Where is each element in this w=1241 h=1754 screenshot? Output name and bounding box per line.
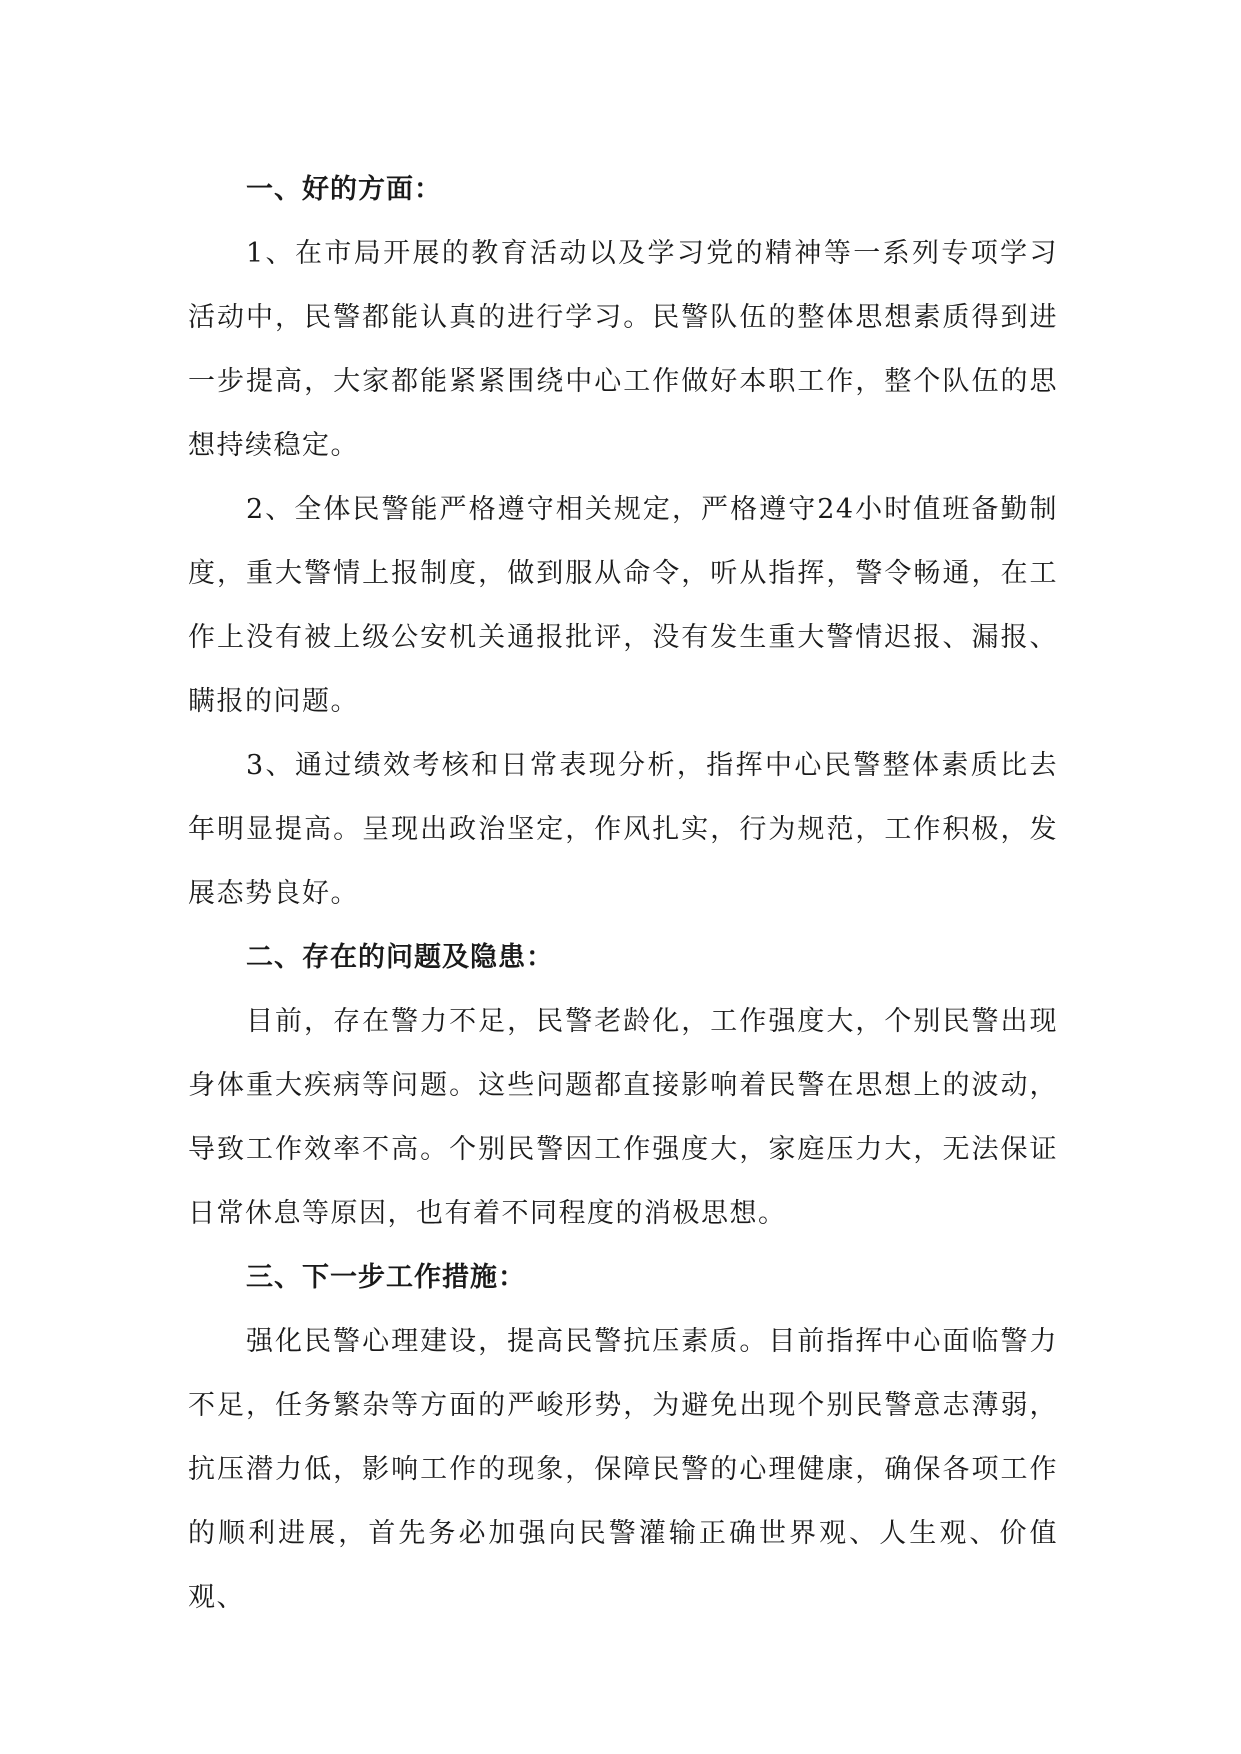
paragraph-next-steps-1: 强化民警心理建设，提高民警抗压素质。目前指挥中心面临警力不足，任务繁杂等方面的严峻形势，为避免出现个别民警意志薄弱，抗压潜力低，影响工作的现象，保障民警的心理健康，确保各项工作的顺利进展，首先务必加强向民警灌输正确世界观、人生观、价值观、	[188, 1326, 1058, 1613]
paragraph-good-1: 1、在市局开展的教育活动以及学习党的精神等一系列专项学习活动中，民警都能认真的进行学习。民警队伍的整体思想素质得到进一步提高，大家都能紧紧围绕中心工作做好本职工作，整个队伍的思想持续稳定。	[188, 238, 1058, 461]
section-heading-next-steps: 三、下一步工作措施：	[246, 1262, 526, 1293]
document-page	[188, 158, 1058, 1630]
section-heading-good-aspects: 一、好的方面：	[246, 174, 442, 205]
paragraph-good-3: 3、通过绩效考核和日常表现分析，指挥中心民警整体素质比去年明显提高。呈现出政治坚定，作风扎实，行为规范，工作积极，发展态势良好。	[188, 750, 1058, 909]
paragraph-problems-1: 目前，存在警力不足，民警老龄化，工作强度大，个别民警出现身体重大疾病等问题。这些问题都直接影响着民警在思想上的波动，导致工作效率不高。个别民警因工作强度大，家庭压力大，无法保证日常休息等原因，也有着不同程度的消极思想。	[188, 1006, 1058, 1229]
section-heading-problems: 二、存在的问题及隐患：	[246, 942, 554, 973]
paragraph-good-2: 2、全体民警能严格遵守相关规定，严格遵守24小时值班备勤制度，重大警情上报制度，做到服从命令，听从指挥，警令畅通，在工作上没有被上级公安机关通报批评，没有发生重大警情迟报、漏报、瞒报的问题。	[188, 494, 1058, 717]
